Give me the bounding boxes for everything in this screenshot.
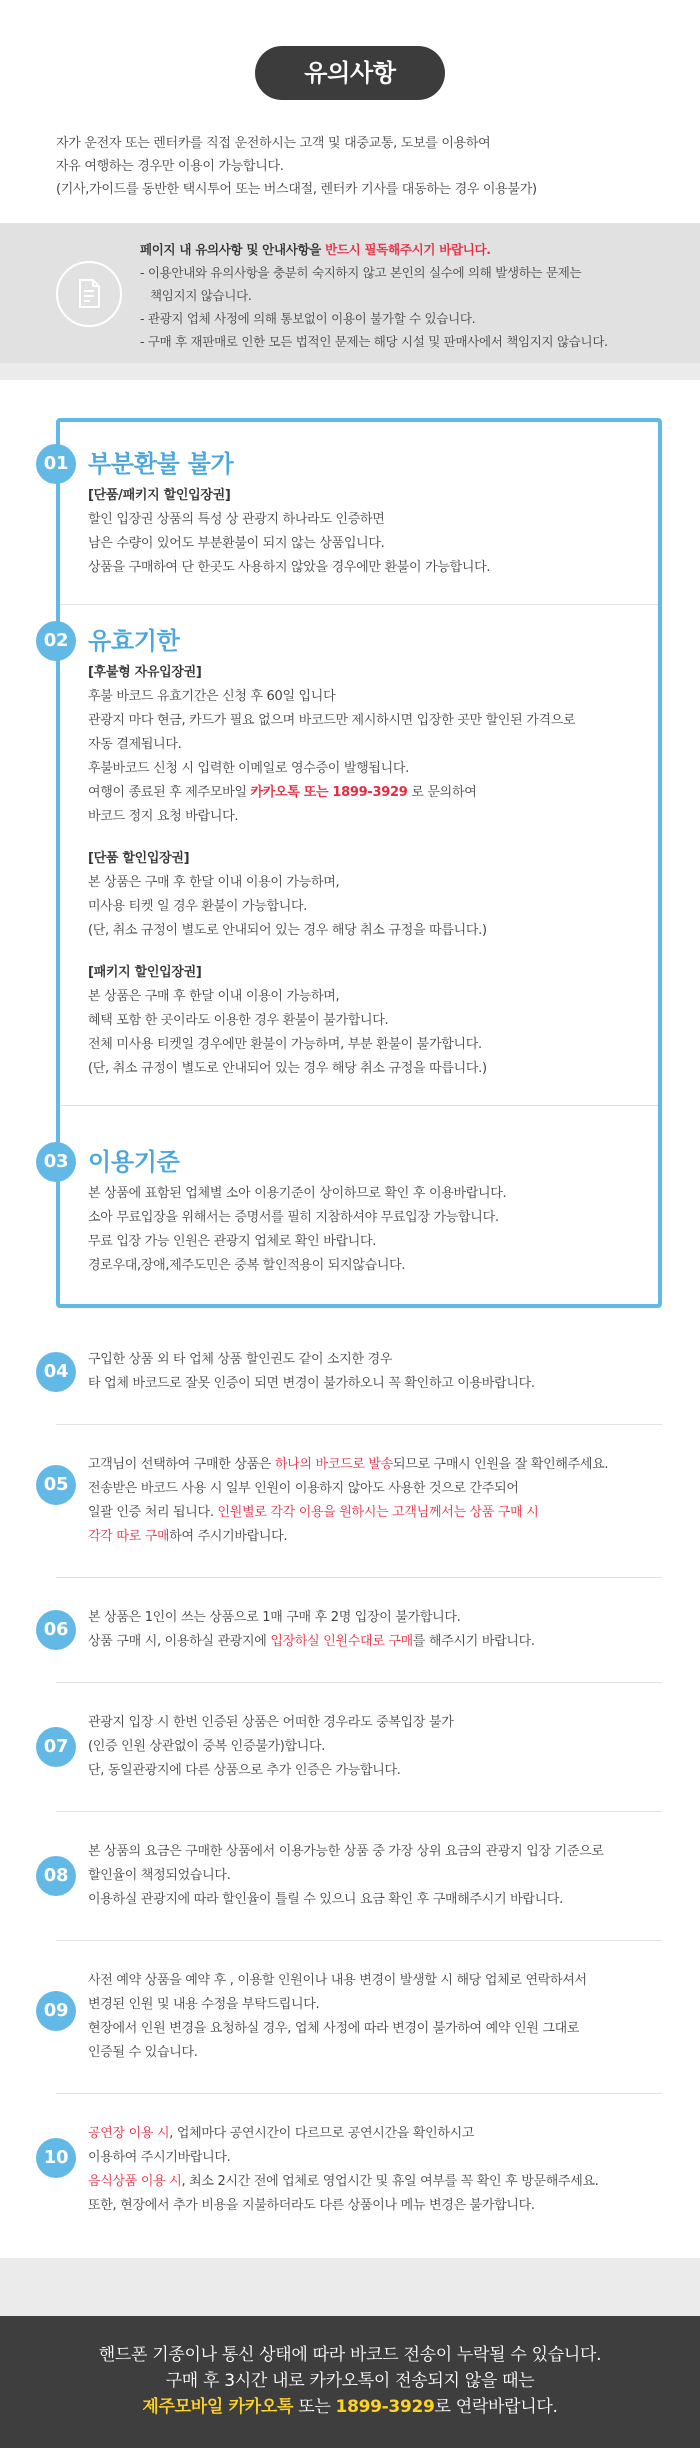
item-line: 이용하실 관광지에 따라 할인율이 틀릴 수 있으니 요금 확인 후 구매해주시기 바랍니다. bbox=[88, 1892, 564, 1907]
notice-item: 책임지지 않습니다. bbox=[150, 288, 252, 303]
intro-line: (기사,가이드를 동반한 택시투어 또는 버스대절, 렌터카 기사를 대동하는 경우 이용불가) bbox=[56, 182, 537, 197]
item-line bbox=[88, 1453, 662, 1477]
section-line: 관광지 마다 현금, 카드가 필요 없으며 바코드만 제시하시면 입장한 곳만 할인된 가격으로 bbox=[88, 713, 576, 728]
section-line: 본 상품에 표함된 업체별 소아 이용기준이 상이하므로 확인 후 이용바랍니다. bbox=[88, 1186, 507, 1201]
notice-headline-text: 페이지 내 유의사항 및 안내사항을 bbox=[140, 242, 326, 257]
item-number: 10 bbox=[36, 2138, 76, 2178]
section-line: 전체 미사용 티켓일 경우에만 환불이 가능하며, 부분 환불이 불가합니다. bbox=[88, 1037, 482, 1052]
section-number: 01 bbox=[36, 444, 76, 484]
notice-headline-emphasis: 반드시 필독해주시기 바랍니다. bbox=[325, 242, 491, 257]
section-subtitle: [후불형 자유입장권] bbox=[88, 665, 202, 680]
section-line: 혜택 포함 한 곳이라도 이용한 경우 환불이 불가합니다. bbox=[88, 1013, 389, 1028]
section-line-contact bbox=[88, 781, 618, 805]
item-05 bbox=[43, 1425, 662, 1577]
section-title: 유효기한 bbox=[88, 627, 180, 655]
text: 일괄 인증 처리 됩니다. bbox=[88, 1505, 218, 1520]
intro-text bbox=[0, 100, 700, 201]
section-line: (단, 취소 규정이 별도로 안내되어 있는 경우 해당 취소 규정을 따릅니다.) bbox=[88, 923, 487, 938]
item-line: 전송받은 바코드 사용 시 일부 인원이 이용하지 않아도 사용한 것으로 간주되어 bbox=[88, 1481, 519, 1496]
section-line: 경로우대,장애,제주도민은 중복 할인적용이 되지않습니다. bbox=[88, 1258, 406, 1273]
item-number: 06 bbox=[36, 1610, 76, 1650]
item-line: 변경된 인원 및 내용 수정을 부탁드립니다. bbox=[88, 1997, 320, 2012]
emphasis: 음식상품 이용 시 bbox=[88, 2174, 182, 2189]
emphasis: 각각 따로 구매 bbox=[88, 1529, 170, 1544]
item-line: 단, 동일관광지에 다른 상품으로 추가 인증은 가능합니다. bbox=[88, 1763, 401, 1778]
item-07 bbox=[43, 1683, 662, 1811]
section-line: 본 상품은 구매 후 한달 이내 이용이 가능하며, bbox=[88, 875, 340, 890]
section-line: 상품을 구매하여 단 한곳도 사용하지 않았을 경우에만 환불이 가능합니다. bbox=[88, 560, 491, 575]
footer-phone: 1899-3929 bbox=[335, 2397, 435, 2417]
section-line: 미사용 티켓 일 경우 환불이 가능합니다. bbox=[88, 899, 308, 914]
section-number: 03 bbox=[36, 1142, 76, 1182]
notice-box bbox=[0, 223, 700, 363]
page-title: 유의사항 bbox=[255, 46, 445, 100]
emphasis: 입장하실 인원수대로 구매 bbox=[270, 1634, 413, 1649]
section-line: 후불 바코드 유효기간은 신청 후 60일 입니다 bbox=[88, 689, 336, 704]
notice-headline bbox=[140, 238, 680, 261]
section-subtitle: [패키지 할인입장권] bbox=[88, 965, 202, 980]
section-line: 남은 수량이 있어도 부분환불이 되지 않는 상품입니다. bbox=[88, 536, 385, 551]
emphasis: 하나의 바코드로 발송 bbox=[274, 1457, 393, 1472]
section-title: 이용기준 bbox=[88, 1148, 180, 1176]
intro-line: 자가 운전자 또는 렌터카를 직접 운전하시는 고객 및 대중교통, 도보를 이용하여 bbox=[56, 136, 491, 151]
item-line: 본 상품의 요금은 구매한 상품에서 이용가능한 상품 중 가장 상위 요금의 관광지 입장 기준으로 bbox=[88, 1844, 604, 1859]
section-subtitle: [단품/패키지 할인입장권] bbox=[88, 488, 231, 503]
text: 되므로 구매시 인원을 잘 확인해주세요. bbox=[392, 1457, 609, 1472]
item-line bbox=[88, 2122, 662, 2146]
item-line bbox=[88, 2170, 662, 2194]
item-number: 04 bbox=[36, 1352, 76, 1392]
item-number: 09 bbox=[36, 1991, 76, 2031]
text: , 최소 2시간 전에 업체로 영업시간 및 휴일 여부를 꼭 확인 후 방문해주세요. bbox=[181, 2174, 599, 2189]
text: 하여 주시기바랍니다. bbox=[169, 1529, 288, 1544]
section-line: 할인 입장권 상품의 특성 상 관광지 하나라도 인증하면 bbox=[88, 512, 385, 527]
key-rules-box bbox=[43, 418, 662, 1308]
footer-line-contact bbox=[0, 2394, 700, 2420]
text: 여행이 종료된 후 제주모바일 bbox=[88, 785, 251, 800]
item-line bbox=[88, 1501, 662, 1525]
section-line: (단, 취소 규정이 별도로 안내되어 있는 경우 해당 취소 규정을 따릅니다.) bbox=[88, 1061, 487, 1076]
section-number: 02 bbox=[36, 621, 76, 661]
text: 를 해주시기 바랍니다. bbox=[412, 1634, 535, 1649]
emphasis: 인원별로 각각 이용을 원하시는 고객님께서는 상품 구매 시 bbox=[217, 1505, 539, 1520]
item-09 bbox=[43, 1941, 662, 2093]
item-line: 이용하여 주시기바랍니다. bbox=[88, 2150, 231, 2165]
text: 로 문의하여 bbox=[407, 785, 477, 800]
item-line: 관광지 입장 시 한번 인증된 상품은 어떠한 경우라도 중복입장 불가 bbox=[88, 1715, 454, 1730]
spacer bbox=[88, 943, 618, 961]
item-line: 구입한 상품 외 타 업체 상품 할인권도 같이 소지한 경우 bbox=[88, 1352, 393, 1367]
item-line: 사전 예약 상품을 예약 후 , 이용할 인원이나 내용 변경이 발생할 시 해당 업체로 연락하셔서 bbox=[88, 1973, 587, 1988]
item-08 bbox=[43, 1812, 662, 1940]
section-subtitle: [단품 할인입장권] bbox=[88, 851, 190, 866]
item-04 bbox=[43, 1348, 662, 1424]
text: 상품 구매 시, 이용하실 관광지에 bbox=[88, 1634, 271, 1649]
text: 로 연락바랍니다. bbox=[434, 2397, 558, 2417]
item-06 bbox=[43, 1578, 662, 1682]
text: , 업체마다 공연시간이 다르므로 공연시간을 확인하시고 bbox=[169, 2126, 475, 2141]
item-number: 08 bbox=[36, 1856, 76, 1896]
footer-notice bbox=[0, 2316, 700, 2448]
item-line: 현장에서 인원 변경을 요청하실 경우, 업체 사정에 따라 변경이 불가하여 예약 인원 그대로 bbox=[88, 2021, 580, 2036]
item-number: 05 bbox=[36, 1465, 76, 1505]
header-section bbox=[0, 0, 700, 363]
notice-list bbox=[140, 261, 680, 353]
footer-line: 핸드폰 기종이나 통신 상태에 따라 바코드 전송이 누락될 수 있습니다. bbox=[98, 2345, 602, 2365]
item-line: 타 업체 바코드로 잘못 인증이 되면 변경이 불가하오니 꼭 확인하고 이용바랍니다. bbox=[88, 1376, 535, 1391]
item-line: (인증 인원 상관없이 중복 인증불가)합니다. bbox=[88, 1739, 326, 1754]
section-title: 부분환불 불가 bbox=[88, 450, 234, 478]
item-line: 본 상품은 1인이 쓰는 상품으로 1매 구매 후 2명 입장이 불가합니다. bbox=[88, 1610, 461, 1625]
section-line: 소아 무료입장을 위해서는 증명서를 필히 지참하셔야 무료입장 가능합니다. bbox=[88, 1210, 499, 1225]
section-validity bbox=[43, 605, 658, 1105]
item-line: 또한, 현장에서 추가 비용을 지불하더라도 다른 상품이나 메뉴 변경은 불가합니다. bbox=[88, 2198, 535, 2213]
item-line bbox=[88, 1525, 662, 1549]
footer-line: 구매 후 3시간 내로 카카오톡이 전송되지 않을 때는 bbox=[165, 2371, 535, 2391]
notice-item: - 이용안내와 유의사항을 충분히 숙지하지 않고 본인의 실수에 의해 발생하는 문제는 bbox=[140, 265, 582, 280]
item-line: 인증될 수 있습니다. bbox=[88, 2045, 198, 2060]
section-line: 본 상품은 구매 후 한달 이내 이용이 가능하며, bbox=[88, 989, 340, 1004]
item-number: 07 bbox=[36, 1727, 76, 1767]
section-usage-criteria bbox=[43, 1106, 658, 1304]
spacer bbox=[88, 829, 618, 847]
contact-emphasis: 카카오톡 또는 1899-3929 bbox=[250, 785, 408, 800]
text: 또는 bbox=[293, 2397, 336, 2417]
intro-line: 자유 여행하는 경우만 이용이 가능합니다. bbox=[56, 159, 284, 174]
item-line bbox=[88, 1630, 662, 1654]
section-line: 후불바코드 신청 시 입력한 이메일로 영수증이 발행됩니다. bbox=[88, 761, 410, 776]
main-content bbox=[0, 380, 700, 2258]
footer-kakao: 제주모바일 카카오톡 bbox=[142, 2397, 294, 2417]
section-partial-refund bbox=[43, 422, 658, 604]
document-icon bbox=[56, 261, 122, 327]
text: 고객님이 선택하여 구매한 상품은 bbox=[88, 1457, 275, 1472]
emphasis: 공연장 이용 시 bbox=[88, 2126, 170, 2141]
section-line: 자동 결제됩니다. bbox=[88, 737, 182, 752]
section-line: 무료 입장 가능 인원은 관광지 업체로 확인 바랍니다. bbox=[88, 1234, 377, 1249]
notice-item: - 구매 후 재판매로 인한 모든 법적인 문제는 해당 시설 및 판매사에서 책임지지 않습니다. bbox=[140, 334, 608, 349]
item-line: 할인율이 책정되었습니다. bbox=[88, 1868, 231, 1883]
section-line: 바코드 정지 요청 바랍니다. bbox=[88, 809, 239, 824]
item-10 bbox=[43, 2094, 662, 2218]
notice-item: - 관광지 업체 사정에 의해 통보없이 이용이 불가할 수 있습니다. bbox=[140, 311, 476, 326]
